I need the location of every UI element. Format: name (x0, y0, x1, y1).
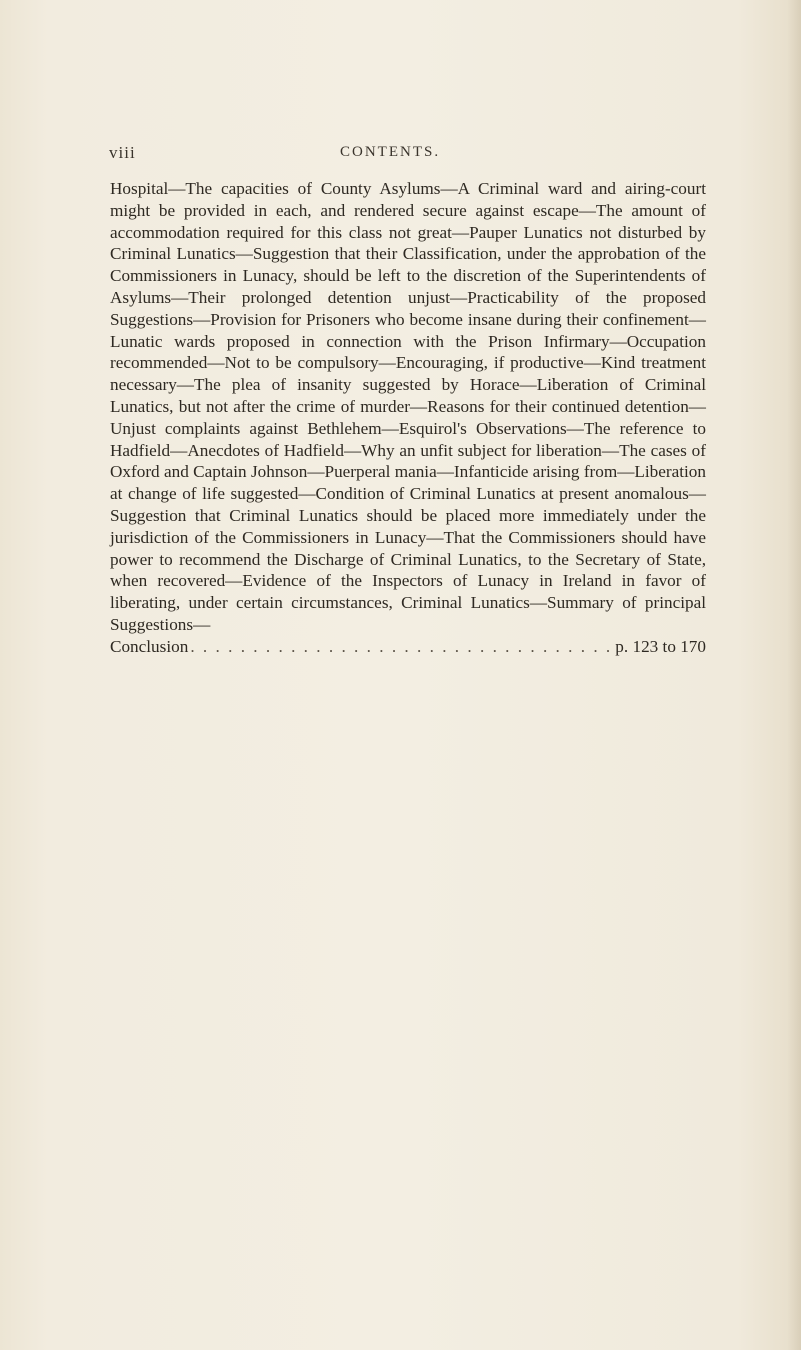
page-edge-shadow (787, 0, 801, 1350)
final-entry-line (110, 636, 706, 658)
dot-leader (190, 636, 613, 658)
contents-paragraph: Hospital—The capacities of County Asylums—A Criminal ward and airing-court might be provided in each, and rendered secure against escape—The amount of accommodation required for this class not great—Pauper Lunatics not disturbed by Criminal Lunatics—Suggestion that their Classification, under the approbation of the Commissioners in Lunacy, should be left to the discretion of the Superintendents of Asylums—Their prolonged detention unjust—Practicability of the proposed Suggestions—Provision for Prisoners who become insane during their confinement—Lunatic wards proposed in connection with the Prison Infirmary—Occupation recommended—Not to be compulsory—Encouraging, if productive—Kind treatment necessary—The plea of insanity suggested by Horace—Liberation of Criminal Lunatics, but not after the crime of murder—Reasons for their continued detention—Unjust complaints against Bethlehem—Esquirol's Observations—The reference to Hadfield—Anecdotes of Hadfield—Why an unfit subject for liberation—The cases of Oxford and Captain Johnson—Puerperal mania—Infanticide arising from—Liberation at change of life suggested—Condition of Criminal Lunatics at present anomalous—Suggestion that Criminal Lunatics should be placed more immediately under the jurisdiction of the Commissioners in Lunacy—That the Commissioners should have power to recommend the Discharge of Criminal Lunatics, to the Secretary of State, when recovered—Evidence of the Inspectors of Lunacy in Ireland in favor of liberating, under certain circumstances, Criminal Lunatics—Summary of principal Suggestions— (110, 179, 706, 634)
page-number: viii (109, 143, 136, 162)
final-entry-label: Conclusion (110, 636, 189, 656)
running-head-title: CONTENTS. (340, 144, 441, 160)
running-head (0, 143, 801, 169)
page-range: p. 123 to 170 (615, 636, 706, 656)
contents-entry (110, 178, 706, 658)
